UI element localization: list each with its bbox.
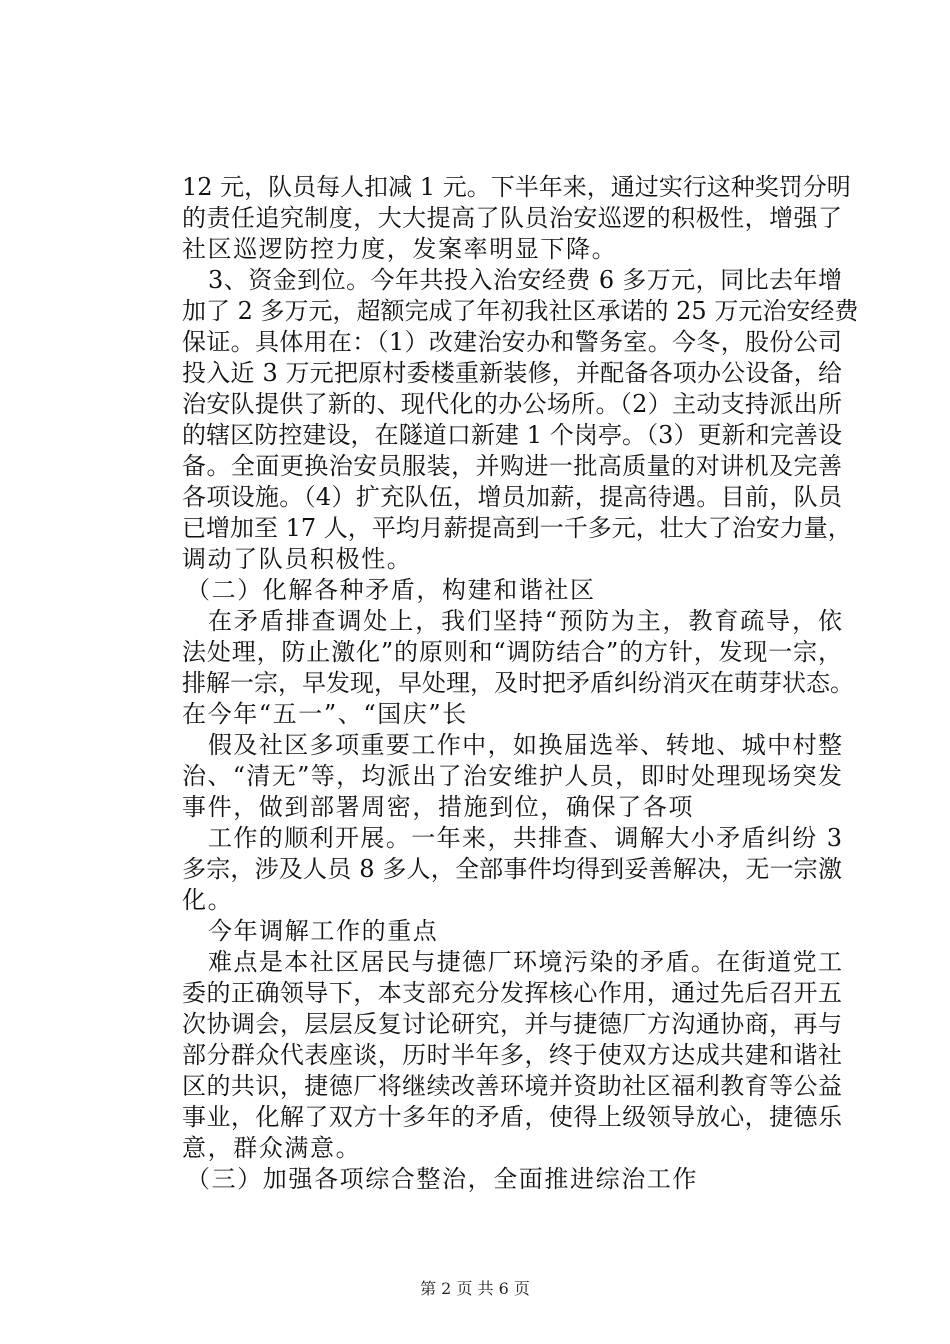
body-line: 意，群众满意。 [182, 1134, 362, 1162]
body-line: 治、“清无”等，均派出了治安维护人员，即时处理现场突发 [182, 762, 842, 790]
body-line: 化。 [182, 886, 234, 914]
body-line: 投入近 3 万元把原村委楼重新装修，并配备各项办公设备，给 [182, 359, 842, 387]
body-line: 已增加至 17 人，平均月薪提高到一千多元，壮大了治安力量， [182, 514, 852, 542]
body-line: 各项设施。（4）扩充队伍，增员加薪，提高待遇。目前，队员 [182, 483, 842, 511]
body-line: 事件，做到部署周密，措施到位，确保了各项 [182, 793, 694, 821]
body-line: 12 元，队员每人扣减 1 元。下半年来，通过实行这种奖罚分明 [182, 173, 851, 201]
body-line: 排解一宗，早发现，早处理，及时把矛盾纠纷消灭在萌芽状态。 [182, 669, 854, 697]
body-line: 今年调解工作的重点 [208, 917, 439, 945]
body-line: 委的正确领导下，本支部充分发挥核心作用，通过先后召开五 [182, 979, 842, 1007]
body-line: 工作的顺利开展。一年来，共排查、调解大小矛盾纠纷 3 [208, 824, 842, 852]
body-line: 多宗，涉及人员 8 多人，全部事件均得到妥善解决，无一宗激 [182, 855, 842, 883]
body-line: 的责任追究制度，大大提高了队员治安巡逻的积极性，增强了 [182, 204, 842, 232]
page-footer: 第 2 页 共 6 页 [420, 1279, 530, 1298]
body-line: 假及社区多项重要工作中，如换届选举、转地、城中村整 [208, 731, 842, 759]
body-line: 难点是本社区居民与捷德厂环境污染的矛盾。在街道党工 [208, 948, 842, 976]
body-line: 法处理，防止激化”的原则和“调防结合”的方针，发现一宗， [182, 638, 842, 666]
body-line: 的辖区防控建设，在隧道口新建 1 个岗亭。（3）更新和完善设 [182, 421, 842, 449]
body-line: 加了 2 多万元，超额完成了年初我社区承诺的 25 万元治安经费 [182, 297, 859, 325]
body-line: （二）化解各种矛盾，构建和谐社区 [186, 576, 596, 604]
body-text [182, 172, 859, 1195]
body-line: 次协调会，层层反复讨论研究，并与捷德厂方沟通协商，再与 [182, 1010, 842, 1038]
body-line: 备。全面更换治安员服装，并购进一批高质量的对讲机及完善 [182, 452, 842, 480]
body-line: 调动了队员积极性。 [182, 545, 413, 573]
body-line: （三）加强各项综合整治，全面推进综治工作 [186, 1165, 698, 1193]
body-line: 事业，化解了双方十多年的矛盾，使得上级领导放心，捷德乐 [182, 1103, 842, 1131]
body-line: 部分群众代表座谈，历时半年多，终于使双方达成共建和谐社 [182, 1041, 842, 1069]
body-line: 在矛盾排查调处上，我们坚持“预防为主，教育疏导，依 [208, 607, 842, 635]
body-line: 3、资金到位。今年共投入治安经费 6 多万元，同比去年增 [208, 266, 842, 294]
body-line: 在今年“五一”、“国庆”长 [182, 700, 468, 728]
body-line: 保证。具体用在：（1）改建治安办和警务室。今冬，股份公司 [182, 328, 842, 356]
body-line: 区的共识，捷德厂将继续改善环境并资助社区福利教育等公益 [182, 1072, 842, 1100]
body-line: 治安队提供了新的、现代化的办公场所。（2）主动支持派出所 [182, 390, 842, 418]
body-line: 社区巡逻防控力度，发案率明显下降。 [182, 235, 618, 263]
